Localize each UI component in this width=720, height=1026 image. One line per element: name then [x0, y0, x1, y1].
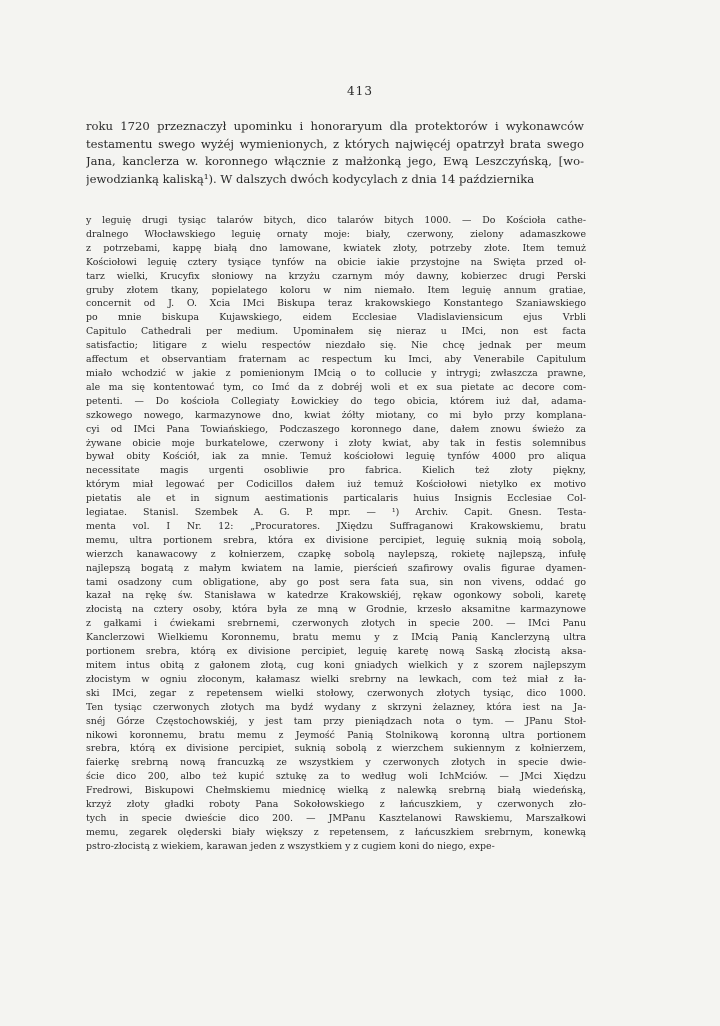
footnote-line: pstro-złocistą z wiekiem, karawan jeden z wszystkiem y z cugiem koni do niego, expe-	[86, 840, 495, 852]
footnote-line: Ten tysiąc czerwonych złotych ma bydź wydany z skrzyni żelazney, która iest na Ja-	[86, 701, 586, 713]
main-text-line: roku 1720 przeznaczył upominku i honoraryum dla protektorów i wykonawców	[86, 119, 584, 133]
footnote-line: Kanclerzowi Wielkiemu Koronnemu, bratu memu y z IMcią Panią Kanclerzyną ultra	[86, 632, 586, 644]
footnote-line: legiatae. Stanisl. Szembek A. G. P. mpr. — ¹) Archiv. Capit. Gnesn. Testa-	[86, 507, 586, 519]
footnote-line: petenti. — Do kościoła Collegiaty Łowickiey do tego obicia, którem iuż dał, adama-	[86, 395, 586, 407]
footnote-line: tych in specie dwieście dico 200. — JMPanu Kasztelanowi Rawskiemu, Marszałkowi	[86, 812, 586, 824]
footnote-line: z gałkami i ćwiekami srebrnemi, czerwonych złotych in specie 200. — IMci Panu	[86, 618, 586, 630]
footnote-line: Capitulo Cathedrali per medium. Upominałem się nieraz u IMci, non est facta	[86, 326, 586, 338]
footnote-line: ski IMci, zegar z repetensem wielki stołowy, czerwonych złotych tysiąc, dico 1000.	[86, 687, 586, 699]
footnote-line: cyi od IMci Pana Towiańskiego, Podczaszego koronnego dane, dałem znowu świeżo za	[86, 423, 586, 435]
footnote-line: ście dico 200, albo też kupić sztukę za to według woli IchMciów. — JMci Xiędzu	[86, 771, 586, 783]
footnote-line: bywał obity Kościół, iak za mnie. Temuż kościołowi leguię tynfów 4000 pro aliqua	[86, 451, 586, 463]
footnote-line: satisfactio; litigare z wielu respectów niezdało się. Nie chcę jednak per meum	[86, 340, 586, 352]
footnote-line: kazał na rękę św. Stanisława w katedrze Krakowskiéj, rękaw ogonkowy soboli, karetę	[86, 590, 586, 602]
footnote-line: żywane obicie moje burkatelowe, czerwony i złoty kwiat, aby tak in festis solemnibus	[86, 437, 586, 449]
footnote-line: affectum et observantiam fraternam ac respectum ku Imci, aby Venerabile Capitulum	[86, 354, 586, 366]
footnote-line: Fredrowi, Biskupowi Chełmskiemu miednicę wielką z nalewką srebrną białą wiedeńską,	[86, 785, 586, 797]
footnote-line: najlepszą bogatą z małym kwiatem na lamie, pierścień szafirowy ovalis figurae dyamen-	[86, 562, 586, 574]
footnote-line: memu, zegarek olęderski biały większy z repetensem, z łańcuszkiem srebrnym, konewką	[86, 826, 586, 838]
footnote-line: pietatis ale et in signum aestimationis particalaris huius Insignis Ecclesiae Col-	[86, 493, 586, 505]
footnote-line: którym miał legować per Codicillos dałem iuż temuż Kościołowi nietylko ex motivo	[86, 479, 586, 491]
footnote-line: tami osadzony cum obligatione, aby go post sera fata sua, sin non vivens, oddać go	[86, 576, 586, 588]
footnote-line: faierkę srebrną nową francuzką ze wszystkiem y czerwonych złotych in specie dwie-	[86, 757, 586, 769]
footnote-line: menta vol. I Nr. 12: „Procuratores. JXiędzu Suffraganowi Krakowskiemu, bratu	[86, 520, 586, 532]
footnote-line: y leguię drugi tysiąc talarów bitych, dico talarów bitych 1000. — Do Kościoła cathe-	[86, 215, 586, 226]
footnote-line: memu, ultra portionem srebra, która ex divisione percipiet, leguię suknią moią sobolą,	[86, 534, 586, 546]
footnote-block	[86, 214, 586, 854]
footnote-line: mitem intus obitą z gałonem złotą, cug koni gniadych wielkich y z szorem najlepszym	[86, 660, 586, 671]
main-text-line: Jana, kanclerza w. koronnego włącznie z małżonką jego, Ewą Leszczyńską, [wo-	[86, 154, 584, 169]
main-text	[86, 118, 584, 188]
footnote-line: portionem srebra, którą ex divisione percipiet, leguię karetę nową Saską złocistą aksa-	[86, 646, 586, 658]
footnote-line: dralnego Włocławskiego leguię ornaty moje: biały, czerwony, zielony adamaszkowe	[86, 228, 586, 240]
footnote-line: złocistym w ogniu złoconym, kałamasz wielki srebrny na lewkach, com też miał z ła-	[86, 673, 586, 685]
footnote-line: złocistą na cztery osoby, która była ze mną w Grodnie, krzesło aksamitne karmazynowe	[86, 604, 586, 616]
footnote-line: ale ma się kontentować tym, co Imć da z dobréj woli et ex sua pietate ac decore com-	[86, 381, 586, 393]
main-text-line: testamentu swego wyżéj wymienionych, z których najwięcéj opatrzył brata swego	[86, 136, 584, 151]
footnote-line: gruby złotem tkany, popielatego koloru w nim niemało. Item leguię annum gratiae,	[86, 284, 586, 296]
footnote-line: srebra, którą ex divisione percipiet, suknią sobolą z wierzchem sukiennym z kołnierzem,	[86, 743, 586, 755]
footnote-line: po mnie biskupa Kujawskiego, eidem Ecclesiae Vladislaviensicum ejus Vrbli	[86, 312, 586, 324]
footnote-line: nikowi koronnemu, bratu memu z Jeymość Panią Stolnikową koronną ultra portionem	[86, 729, 586, 741]
footnote-line: necessitate magis urgenti osobliwie pro fabrica. Kielich też złoty piękny,	[86, 465, 586, 477]
footnote-line: concernit od J. O. Xcia IMci Biskupa teraz krakowskiego Konstantego Szaniawskiego	[86, 298, 586, 310]
footnote-line: wierzch kanawacowy z kołnierzem, czapkę sobolą naylepszą, rokietę najlepszą, infułę	[86, 548, 586, 560]
footnote-line: z potrzebami, kappę białą dno lamowane, kwiatek złoty, potrzeby złote. Item temuż	[86, 242, 586, 254]
footnote-line: miało wchodzić w jakie z pomienionym IMcią o to collucie y intrygi; zwłaszcza prawne,	[86, 367, 586, 379]
footnote-line: krzyż złoty gładki roboty Pana Sokołowskiego z łańcuszkiem, y czerwonych zło-	[86, 799, 586, 811]
footnote-line: snéj Górze Częstochowskiéj, y jest tam przy pieniądzach nota o tym. — JPanu Stoł-	[86, 715, 586, 727]
footnote-line: tarz wielki, Krucyfix słoniowy na krzyżu czarnym móy dawny, kobierzec drugi Perski	[86, 270, 586, 282]
footnote-line: szkowego nowego, karmazynowe dno, kwiat żółty miotany, co mi było przy komplana-	[86, 409, 586, 421]
footnote-line: Kościołowi leguię cztery tysiące tynfów na obicie iakie przystojne na Swięta przed oł-	[86, 256, 586, 268]
page-number: 413	[347, 84, 373, 98]
main-text-line: jewodzianką kaliską¹). W dalszych dwóch kodycylach z dnia 14 października	[86, 171, 535, 186]
